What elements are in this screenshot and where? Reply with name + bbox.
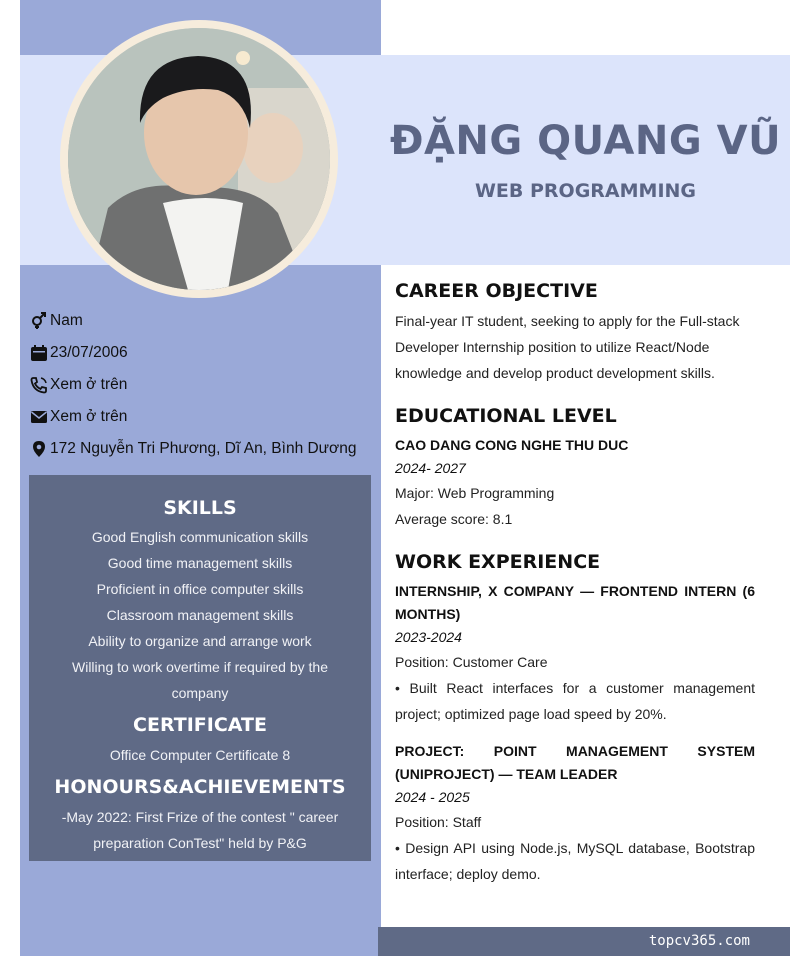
email-value: Xem ở trên [50,408,128,425]
contact-email [29,401,379,433]
contact-info [29,305,379,465]
honours-title: HONOURS&ACHIEVEMENTS [54,776,346,798]
candidate-name: ĐẶNG QUANG VŨ [389,118,782,164]
education-major: Major: Web Programming [395,485,555,501]
experience-heading: PROJECT: POINT MANAGEMENT SYSTEM (UNIPROJECT) — TEAM LEADER [395,743,755,782]
contact-birthday [29,337,379,369]
footer-watermark: topcv365.com [648,933,750,949]
contact-address [29,433,379,465]
experience-period: 2023-2024 [395,629,462,645]
avatar-photo [68,28,330,290]
experience-title: WORK EXPERIENCE [395,551,601,573]
education-score: Average score: 8.1 [395,511,513,527]
avatar [68,28,330,290]
birthday-value: 23/07/2006 [50,344,128,361]
skill-item: Good time management skills [107,555,293,571]
job-title: WEB PROGRAMMING [474,180,697,202]
footer-bar [378,927,790,956]
skill-item: Good English communication skills [91,529,309,545]
calendar-icon [29,343,49,363]
address-value: 172 Nguyễn Tri Phương, Dĩ An, Bình Dương [50,440,357,457]
phone-icon [29,375,49,395]
career-objective-text: Final-year IT student, seeking to apply for the Full-stack Developer Internship position to utilize React/Node knowledge and develop product development skills. [395,313,740,381]
experience-entry [395,740,755,887]
contact-phone [29,369,379,401]
skills-panel [29,475,371,861]
phone-value: Xem ở trên [50,376,128,393]
main-content [395,278,755,887]
experience-detail: • Design API using Node.js, MySQL database, Bootstrap interface; deploy demo. [395,840,755,882]
career-objective-title: CAREER OBJECTIVE [395,280,598,302]
education-title: EDUCATIONAL LEVEL [395,405,617,427]
certificate-title: CERTIFICATE [133,714,267,736]
gender-value: Nam [50,312,83,329]
skill-item: Proficient in office computer skills [96,581,304,597]
experience-period: 2024 - 2025 [395,789,470,805]
experience-position: Position: Customer Care [395,654,548,670]
certificate-item: Office Computer Certificate 8 [109,747,291,763]
location-icon [29,439,49,459]
email-icon [29,407,49,427]
skill-item: Willing to work overtime if required by the company [72,659,328,701]
education-period: 2024- 2027 [395,460,466,476]
honours-item: -May 2022: First Frize of the contest " career preparation ConTest" held by P&G [61,809,339,851]
experience-entry [395,580,755,727]
school-name: CAO DANG CONG NGHE THU DUC [395,437,629,453]
skills-list [29,524,371,706]
experience-heading: INTERNSHIP, X COMPANY — FRONTEND INTERN (6 MONTHS) [395,583,755,622]
skill-item: Ability to organize and arrange work [88,633,312,649]
experience-position: Position: Staff [395,814,482,830]
skill-item: Classroom management skills [106,607,294,623]
skills-title: SKILLS [163,497,237,519]
experience-detail: • Built React interfaces for a customer management project; optimized page load speed by 20%. [395,680,755,722]
contact-gender [29,305,379,337]
gender-icon [29,311,49,331]
